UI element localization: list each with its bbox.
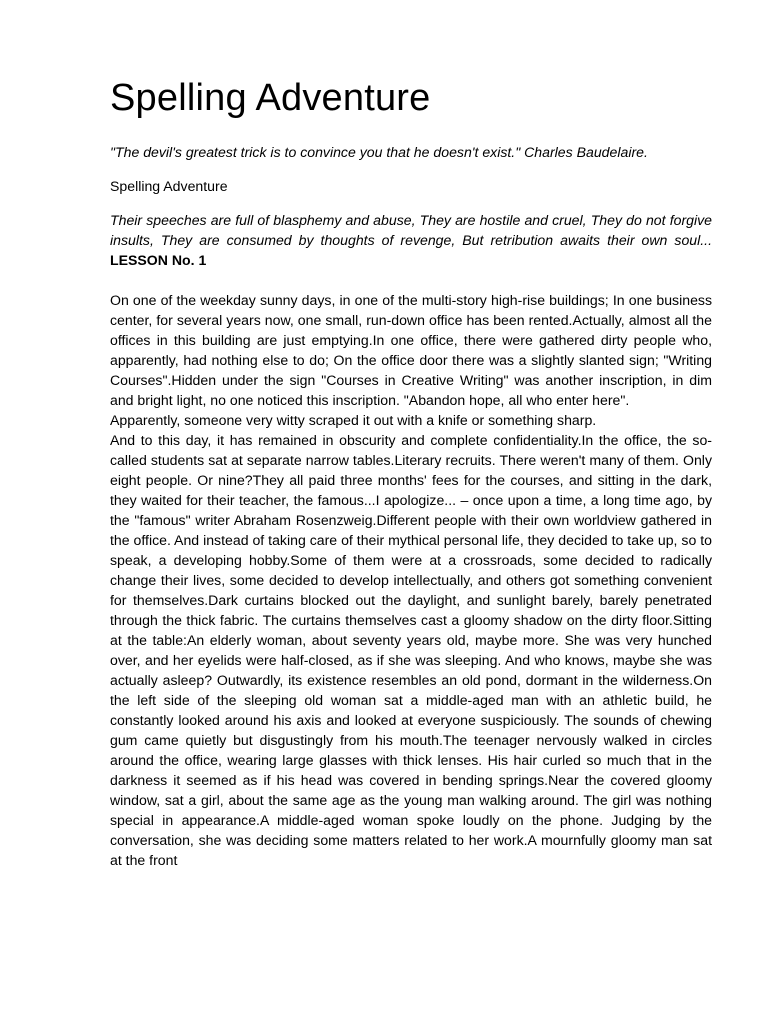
intro-paragraph xyxy=(110,210,712,270)
intro-italic-text: Their speeches are full of blasphemy and abuse, They are hostile and cruel, They do not forgive insults, They are consumed by thoughts of revenge, But retribution awaits their own soul... xyxy=(110,212,712,248)
document-subtitle: Spelling Adventure xyxy=(110,178,228,194)
document-title: Spelling Adventure xyxy=(110,77,431,119)
body-paragraph: And to this day, it has remained in obscurity and complete confidentiality.In the office, the so-called students sat at separate narrow tables.Literary recruits. There weren't many of them. Only eight people. Or nine?They all paid three months' fees for the courses, and sitting in the dark, they waited for their teacher, the famous...I apologize... – once upon a time, a long time ago, by the "famous" writer Abraham Rosenzweig.Different people with their own worldview gathered in the office. And instead of taking care of their mythical personal life, they decided to take up, so to speak, a developing hobby.Some of them were at a crossroads, some decided to radically change their lives, some decided to develop intellectually, and others got something convenient for themselves.Dark curtains blocked out the daylight, and sunlight barely, barely penetrated through the thick fabric. The curtains themselves cast a gloomy shadow on the dirty floor.Sitting at the table:An elderly woman, about seventy years old, maybe more. She was very hunched over, and her eyelids were half-closed, as if she was sleeping. And who knows, maybe she was actually asleep? Outwardly, its existence resembles an old pond, dormant in the wilderness.On the left side of the sleeping old woman sat a middle-aged man with an athletic build, he constantly looked around his axis and looked at everyone suspiciously. The sounds of chewing gum came quietly but disgustingly from his mouth.The teenager nervously walked in circles around the office, wearing large glasses with thick lenses. His hair curled so much that in the darkness it seemed as if his head was covered in bending springs.Near the covered gloomy window, sat a girl, about the same age as the young man walking around. The girl was nothing special in appearance.A middle-aged woman spoke loudly on the phone. Judging by the conversation, she was deciding some matters related to her work.A mournfully gloomy man sat at the front xyxy=(110,432,712,868)
document-page xyxy=(110,72,712,870)
body-text xyxy=(110,290,712,870)
body-paragraph: On one of the weekday sunny days, in one of the multi-story high-rise buildings; In one business center, for several years now, one small, run-down office has been rented.Actually, almost all the offices in this building are just emptying.In one office, there were gathered dirty people who, apparently, had nothing else to do; On the office door there was a slightly slanted sign; "Writing Courses".Hidden under the sign "Courses in Creative Writing" was another inscription, in dim and bright light, no one noticed this inscription. "Abandon hope, all who enter here". xyxy=(110,292,712,408)
epigraph-quote: "The devil's greatest trick is to convince you that he doesn't exist." Charles Baudelaire. xyxy=(110,144,648,160)
lesson-heading: LESSON No. 1 xyxy=(110,252,207,268)
body-paragraph: Apparently, someone very witty scraped it out with a knife or something sharp. xyxy=(110,412,597,428)
